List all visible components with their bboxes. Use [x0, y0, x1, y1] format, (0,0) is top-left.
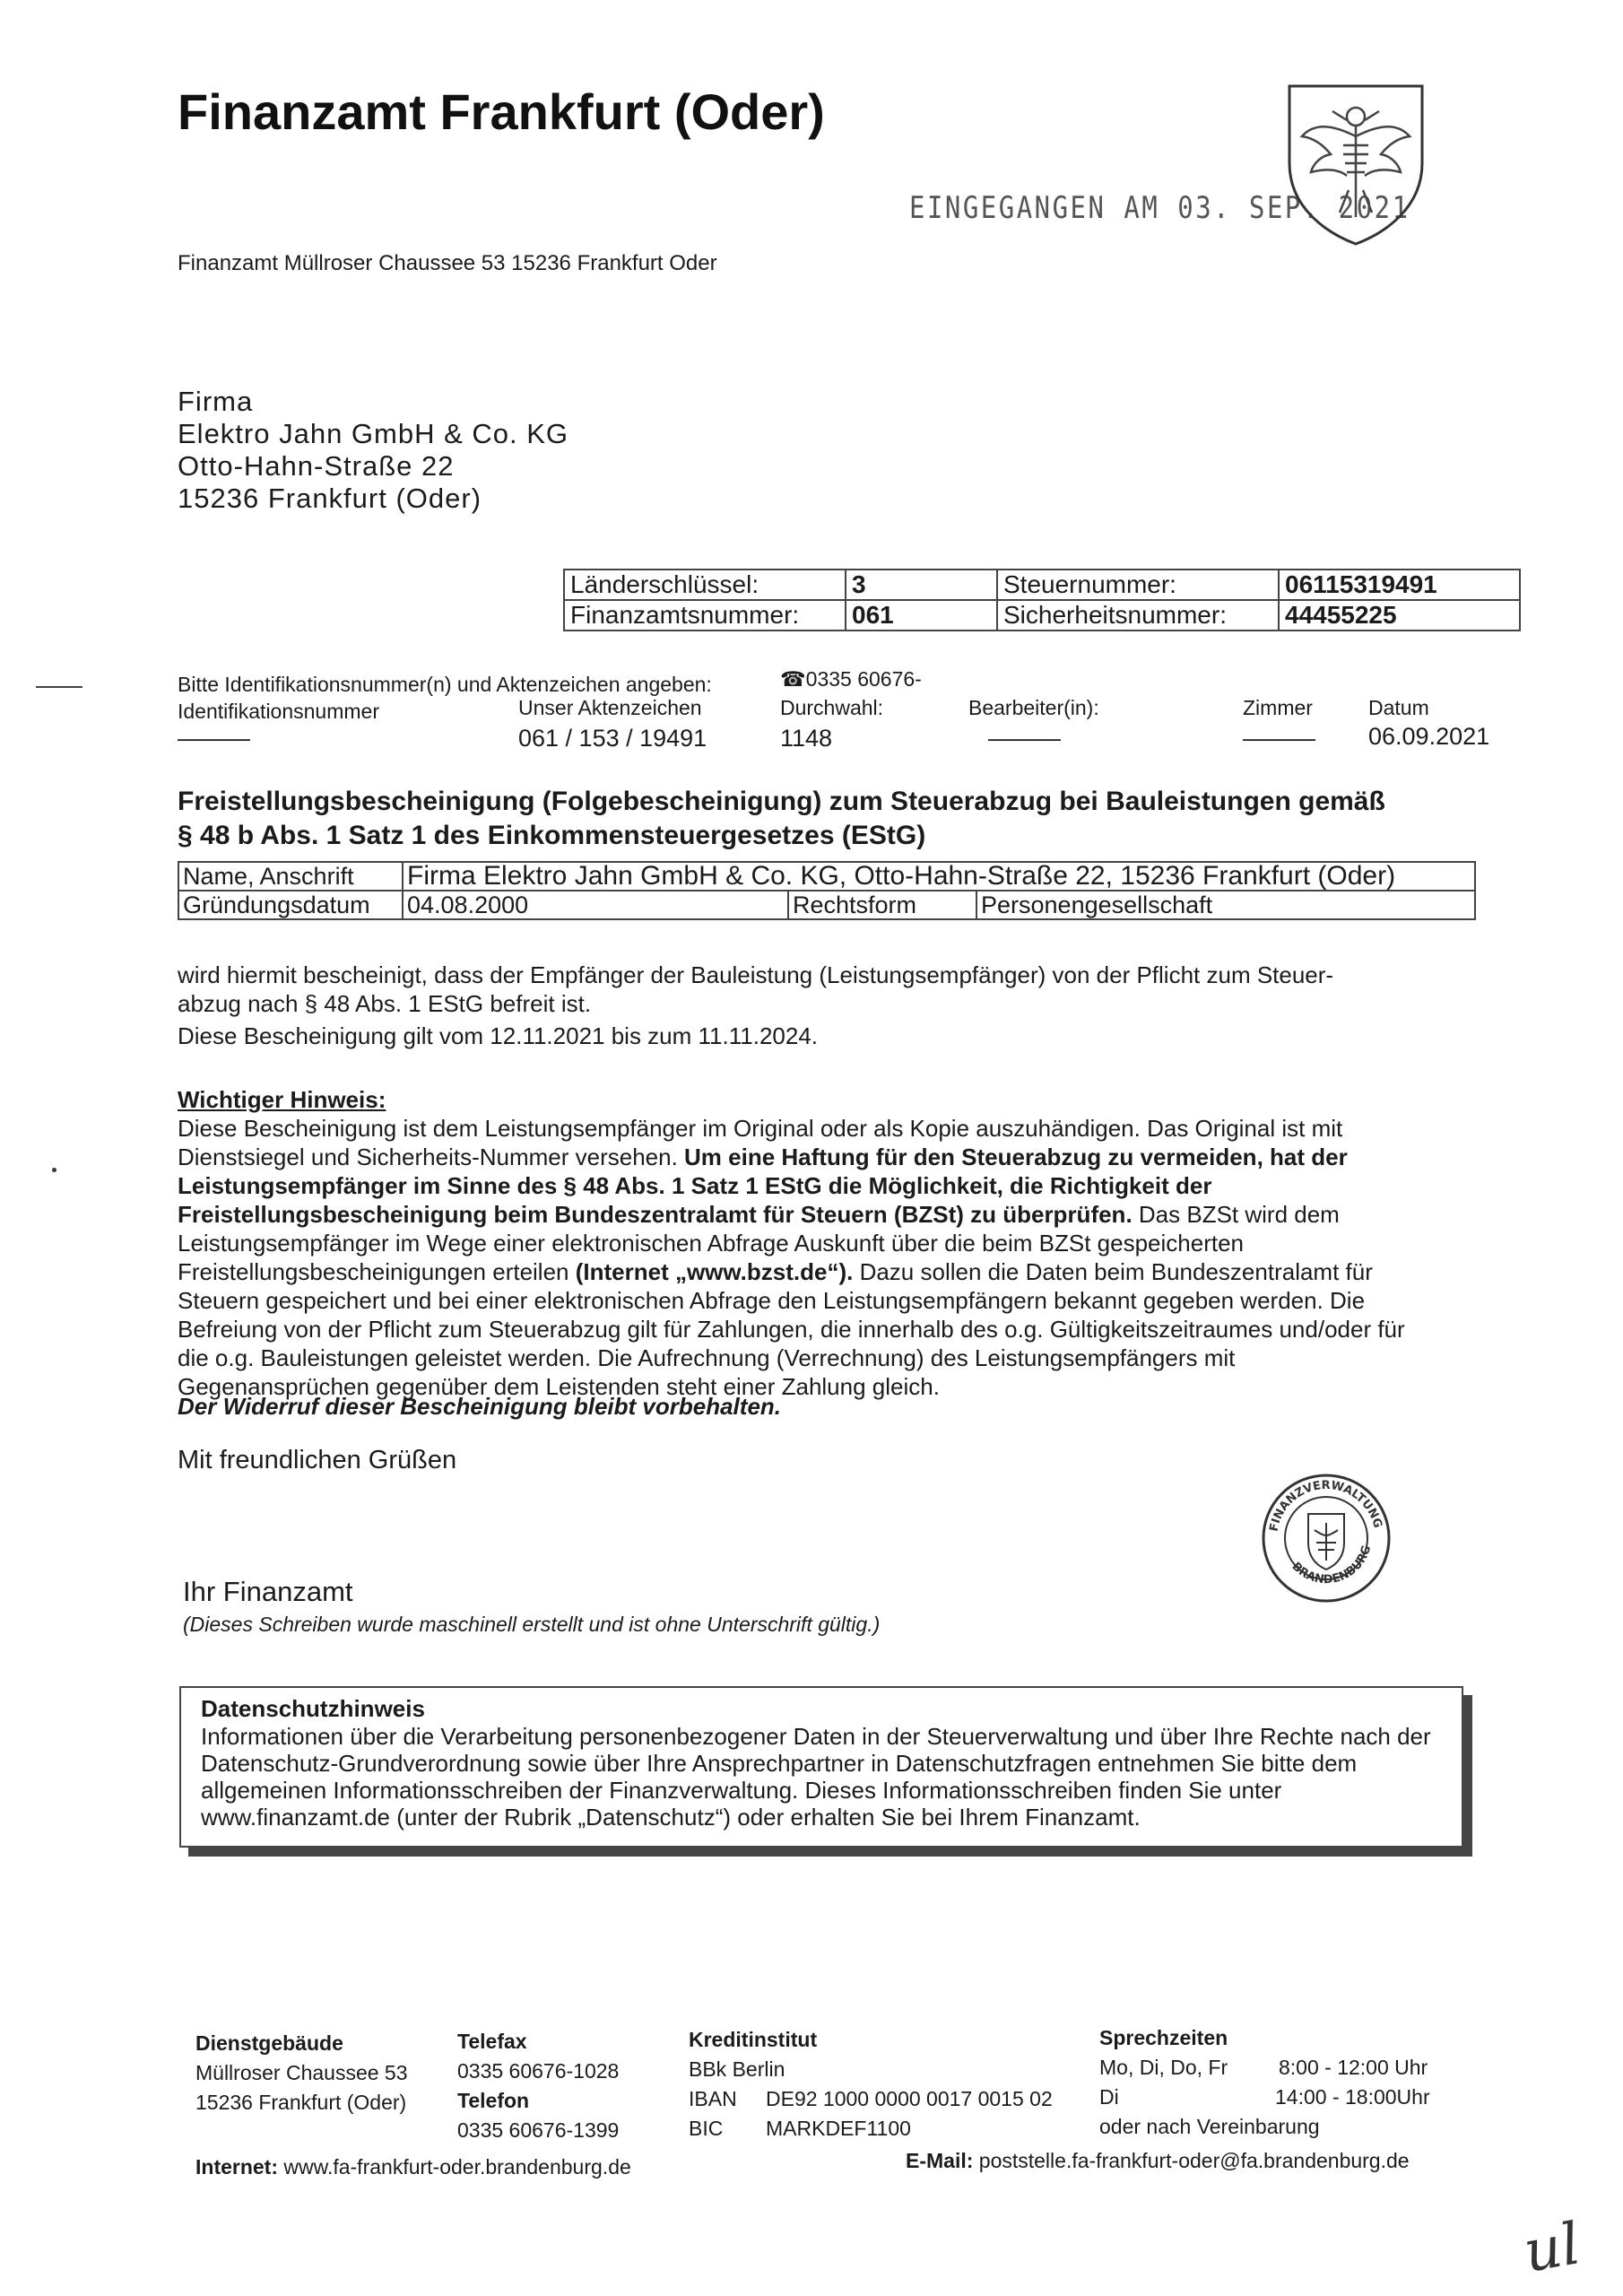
- machine-generated-note: (Dieses Schreiben wurde maschinell erstellt und ist ohne Unterschrift gültig.): [183, 1613, 881, 1636]
- notice-text-1: Diese Bescheinigung ist dem Leistungsempfänger im Original oder als Kopie auszuhändigen. Das Original ist mit Dienstsiegel und Sicherheits-Nummer versehen.: [178, 1115, 1343, 1170]
- subject-heading: [178, 785, 1385, 853]
- iban-value: DE92 1000 0000 0017 0015 02: [766, 2087, 1053, 2110]
- telefon-value: 0335 60676-1399: [457, 2118, 620, 2142]
- steuernummer-label: Steuernummer:: [997, 570, 1279, 600]
- internet-label: Internet:: [195, 2155, 278, 2179]
- punch-mark: [52, 1168, 56, 1172]
- internet-value: www.fa-frankfurt-oder.brandenburg.de: [283, 2155, 631, 2179]
- body-paragraph-1-line-2: abzug nach § 48 Abs. 1 EStG befreit ist.: [178, 990, 592, 1017]
- steuernummer-value: 06115319491: [1279, 570, 1520, 600]
- seal-text-bottom: BRANDENBURG: [1289, 1544, 1375, 1587]
- datum-label: Datum: [1368, 696, 1429, 719]
- id-value: ———: [178, 725, 250, 752]
- firm-details-table: [178, 861, 1476, 920]
- notice-text-2: Das BZSt wird dem Leistungsempfänger im Wege einer elektronischen Abfrage Auskunft über die beim BZSt gespeicherten Freistellungsbescheinigungen erteilen: [178, 1201, 1340, 1285]
- reference-hint: Bitte Identifikationsnummer(n) und Aktenzeichen angeben:: [178, 673, 712, 696]
- laenderschluessel-value: 3: [846, 570, 997, 600]
- handwritten-initials: ul: [1519, 2211, 1585, 2286]
- official-seal-icon: [1259, 1471, 1393, 1605]
- closing-greeting: Mit freundlichen Grüßen: [178, 1446, 457, 1474]
- aktenzeichen-label: Unser Aktenzeichen: [518, 696, 702, 719]
- privacy-notice-box: [179, 1686, 1463, 1848]
- recipient-line-4: 15236 Frankfurt (Oder): [178, 483, 482, 514]
- sicherheitsnummer-value: 44455225: [1279, 600, 1520, 631]
- footer-email: [906, 2146, 1410, 2176]
- name-value: Firma Elektro Jahn GmbH & Co. KG, Otto-Hahn-Straße 22, 15236 Frankfurt (Oder): [403, 862, 1475, 891]
- hours-days-1: Mo, Di, Do, Fr: [1099, 2056, 1228, 2079]
- subject-line-2: § 48 b Abs. 1 Satz 1 des Einkommensteuergesetzes (EStG): [178, 821, 926, 850]
- bic-value: MARKDEF1100: [766, 2117, 911, 2140]
- zimmer-value: ———: [1243, 725, 1315, 752]
- name-label: Name, Anschrift: [178, 862, 403, 891]
- footer-hours: [1099, 2023, 1430, 2142]
- body-paragraph-1-line-1: wird hiermit bescheinigt, dass der Empfänger der Bauleistung (Leistungsempfänger) von der Pflicht zum Steuer-: [178, 961, 1334, 988]
- rechtsform-value: Personengesellschaft: [976, 891, 1475, 919]
- hours-other: oder nach Vereinbarung: [1099, 2115, 1320, 2138]
- fold-mark: [36, 686, 82, 688]
- telefax-value: 0335 60676-1028: [457, 2059, 620, 2083]
- hours-time-2: 14:00 - 18:00Uhr: [1275, 2085, 1430, 2109]
- finanzamtsnummer-value: 061: [846, 600, 997, 631]
- building-line-2: 15236 Frankfurt (Oder): [195, 2091, 407, 2114]
- footer-contact: [457, 2027, 619, 2145]
- notice-bold-2: (Internet „www.bzst.de“).: [575, 1258, 854, 1285]
- durchwahl-value: 1148: [780, 725, 833, 752]
- seal-text-top: FINANZVERWALTUNG: [1267, 1478, 1384, 1533]
- notice-bold-1: Um eine Haftung für den Steuerabzug zu vermeiden, hat der Leistungsempfänger im Sinne des § 48 Abs. 1 Satz 1 EStG die Möglichkeit, die Richtigkeit der Freistellungsbescheinigung beim Bundeszentralamt für Steuern (BZSt) zu überprüfen.: [178, 1144, 1348, 1228]
- phone-number: ☎0335 60676-: [780, 667, 922, 691]
- durchwahl-label: Durchwahl:: [780, 696, 884, 719]
- recipient-line-2: Elektro Jahn GmbH & Co. KG: [178, 418, 569, 449]
- subject-line-1: Freistellungsbescheinigung (Folgebescheinigung) zum Steuerabzug bei Bauleistungen gemäß: [178, 787, 1385, 816]
- page-title: Finanzamt Frankfurt (Oder): [178, 83, 825, 140]
- gruendung-label: Gründungsdatum: [178, 891, 403, 919]
- id-label: Identifikationsnummer: [178, 700, 379, 723]
- revocation-note: Der Widerruf dieser Bescheinigung bleibt vorbehalten.: [178, 1393, 782, 1420]
- aktenzeichen-value: 061 / 153 / 19491: [518, 725, 707, 752]
- telefon-label: Telefon: [457, 2089, 530, 2112]
- hours-days-2: Di: [1099, 2085, 1119, 2109]
- tax-keys-table: [563, 569, 1521, 631]
- zimmer-label: Zimmer: [1243, 696, 1313, 719]
- coat-of-arms-icon: [1284, 83, 1428, 248]
- building-line-1: Müllroser Chaussee 53: [195, 2061, 408, 2084]
- bank-name: BBk Berlin: [689, 2057, 785, 2081]
- footer-internet: [195, 2152, 631, 2182]
- signature-finanzamt: Ihr Finanzamt: [183, 1576, 353, 1607]
- privacy-text: Informationen über die Verarbeitung personenbezogener Daten in der Steuerverwaltung und über Ihre Rechte nach der Datenschutz-Grundverordnung sowie über Ihre Ansprechpartner in Datenschutzfragen entnehmen Sie bitte dem allgemeinen Informationsschreiben der Finanzverwaltung. Dieses Informationsschreiben finden Sie unter www.finanzamt.de (unter der Rubrik „Datenschutz“) oder erhalten Sie bei Ihrem Finanzamt.: [201, 1723, 1431, 1831]
- bic-label: BIC: [689, 2117, 724, 2140]
- privacy-title: Datenschutzhinweis: [201, 1695, 425, 1722]
- email-label: E-Mail:: [906, 2149, 974, 2172]
- validity-period: Diese Bescheinigung gilt vom 12.11.2021 bis zum 11.11.2024.: [178, 1022, 819, 1049]
- notice-heading: Wichtiger Hinweis:: [178, 1086, 386, 1113]
- gruendung-value: 04.08.2000: [403, 891, 788, 919]
- iban-label: IBAN: [689, 2087, 737, 2110]
- bearbeiter-label: Bearbeiter(in):: [968, 696, 1099, 719]
- building-label: Dienstgebäude: [195, 2031, 343, 2055]
- notice-text-3: Dazu sollen die Daten beim Bundeszentralamt für Steuern gespeichert und bei einer elektronischen Abfrage den Leistungsempfängern bekannt gegeben werden. Die Befreiung von der Pflicht zum Steuerabzug gilt für Zahlungen, die innerhalb des o.g. Gültigkeitszeitraumes und/oder für die o.g. Bauleistungen geleistet werden. Die Aufrechnung (Verrechnung) des Leistungsempfängers mit Gegenansprüchen gegenüber dem Leistenden steht einer Zahlung gleich.: [178, 1258, 1405, 1400]
- finanzamtsnummer-label: Finanzamtsnummer:: [564, 600, 846, 631]
- datum-value: 06.09.2021: [1368, 723, 1490, 750]
- bank-label: Kreditinstitut: [689, 2028, 818, 2051]
- important-notice: [178, 1085, 1433, 1401]
- recipient-line-1: Firma: [178, 386, 254, 417]
- sicherheitsnummer-label: Sicherheitsnummer:: [997, 600, 1279, 631]
- hours-time-1: 8:00 - 12:00 Uhr: [1279, 2056, 1428, 2079]
- footer-building: [195, 2029, 408, 2118]
- laenderschluessel-label: Länderschlüssel:: [564, 570, 846, 600]
- sender-address-line: Finanzamt Müllroser Chaussee 53 15236 Frankfurt Oder: [178, 251, 717, 275]
- telefax-label: Telefax: [457, 2030, 527, 2053]
- received-stamp: EINGEGANGEN AM 03. SEP. 2021: [909, 190, 1410, 226]
- bearbeiter-value: ———: [988, 725, 1061, 752]
- hours-label: Sprechzeiten: [1099, 2026, 1228, 2049]
- recipient-line-3: Otto-Hahn-Straße 22: [178, 450, 455, 482]
- rechtsform-label: Rechtsform: [788, 891, 976, 919]
- footer-bank: [689, 2025, 1053, 2144]
- email-value: poststelle.fa-frankfurt-oder@fa.brandenburg.de: [978, 2149, 1410, 2172]
